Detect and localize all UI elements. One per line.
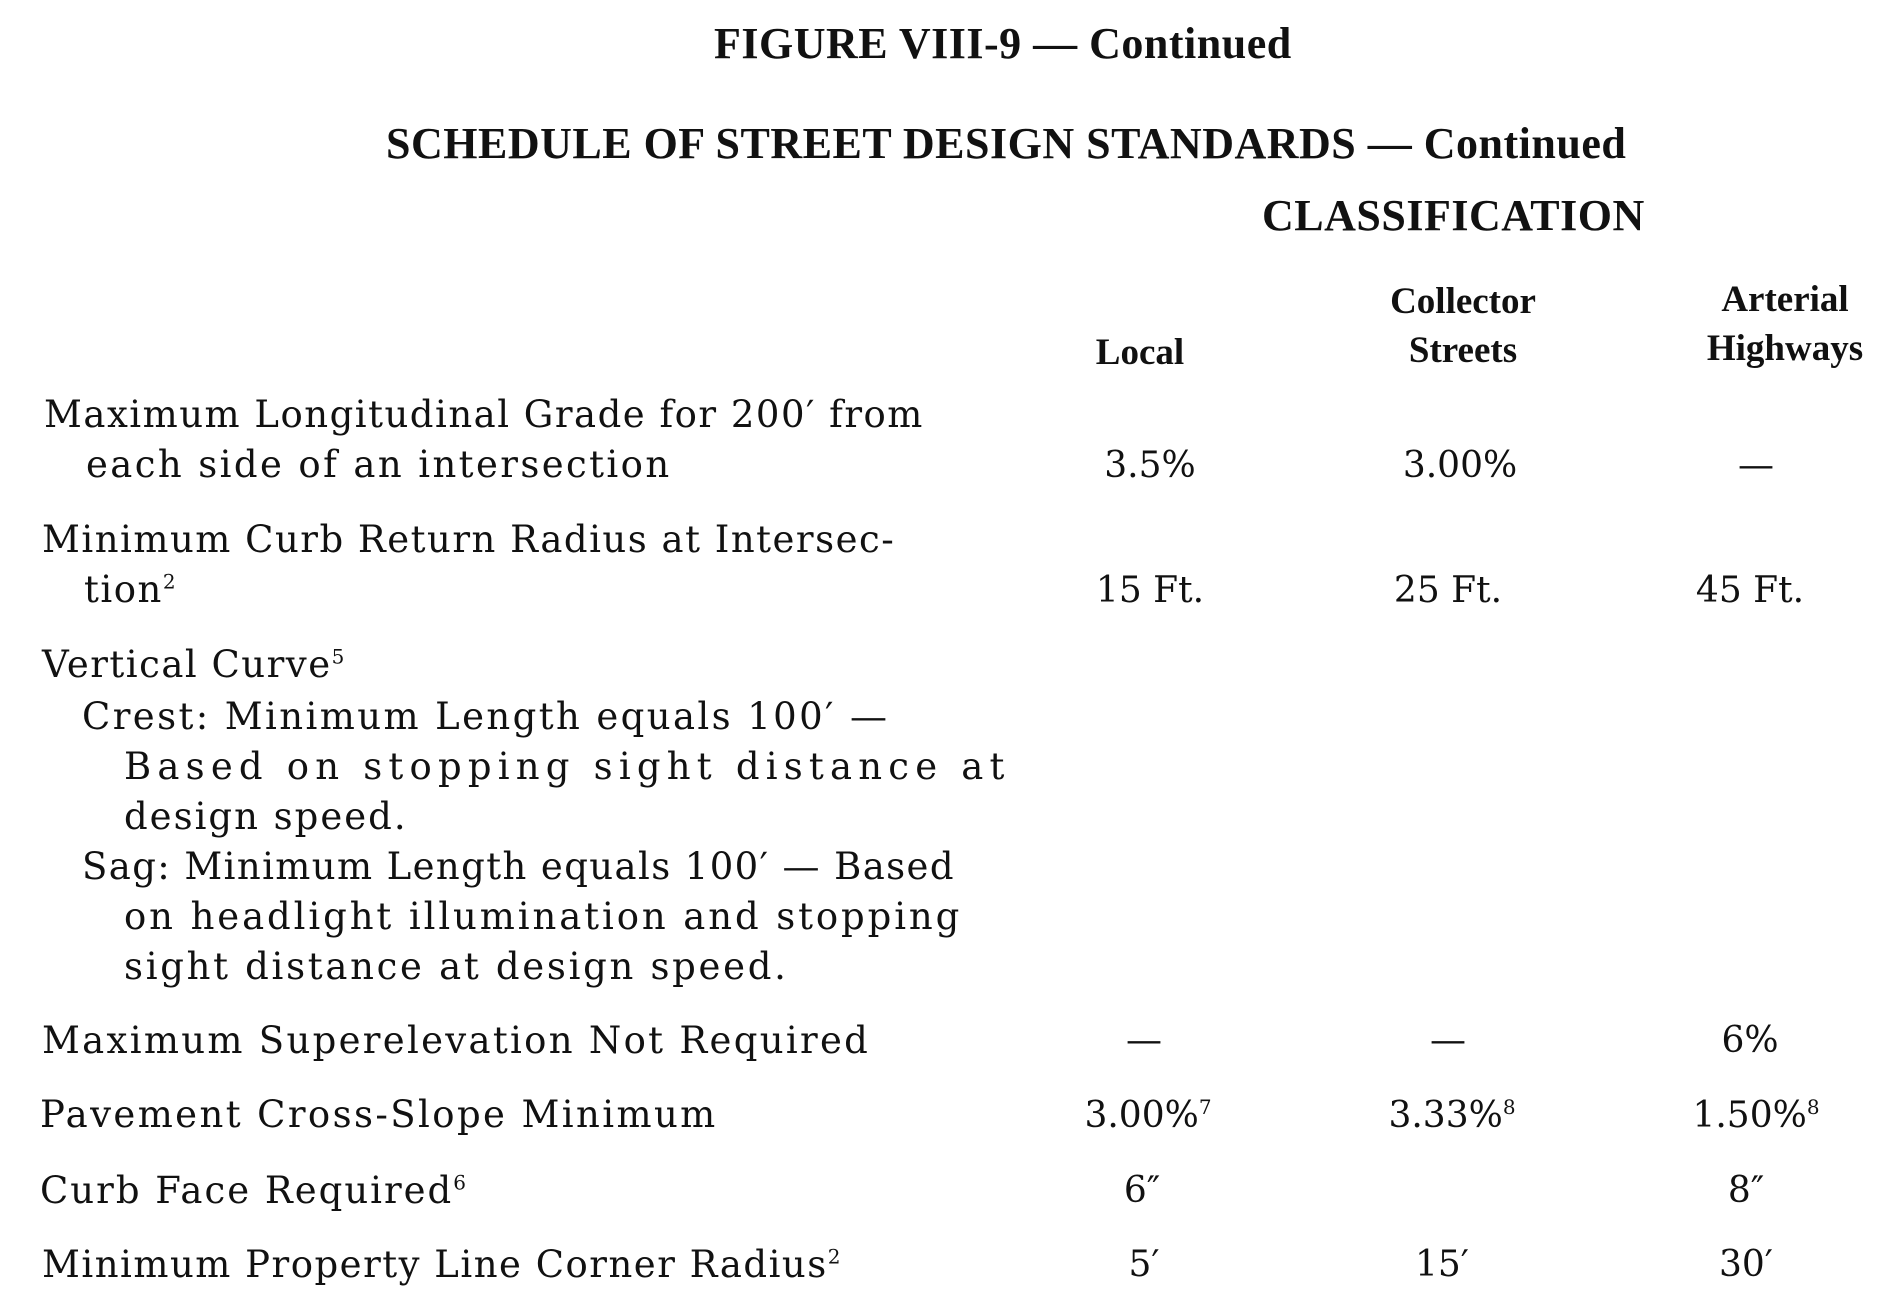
row-curb-return-collector: 25 Ft.	[1393, 570, 1503, 611]
row-vertical-curve-sag-line3: sight distance at design speed.	[124, 945, 789, 988]
column-header-collector-line2: Streets	[1408, 330, 1518, 371]
row-superelevation-arterial: 6%	[1721, 1020, 1779, 1061]
row-cross-slope-arterial	[1626, 1095, 1886, 1136]
row-property-line-local: 5′	[1128, 1244, 1160, 1285]
row-cross-slope-local-text: 3.00%	[1084, 1095, 1199, 1136]
row-curb-return-arterial: 45 Ft.	[1695, 570, 1805, 611]
row-grade-label-line2: each side of an intersection	[86, 443, 672, 486]
row-curb-return-local: 15 Ft.	[1095, 570, 1205, 611]
row-curb-face-arterial: 8″	[1727, 1170, 1765, 1211]
row-cross-slope-collector-text: 3.33%	[1388, 1095, 1503, 1136]
row-vertical-curve-sag-line2: on headlight illumination and stopping	[124, 895, 963, 938]
column-header-collector	[1333, 277, 1593, 375]
column-header-local-text: Local	[1095, 332, 1185, 373]
figure-title: FIGURE VIII-9 — Continued	[714, 19, 1292, 68]
footnote-marker: 8	[1502, 1095, 1516, 1119]
row-curb-return-label-line1: Minimum Curb Return Radius at Intersec-	[42, 518, 896, 561]
row-property-line-arterial: 30′	[1719, 1244, 1773, 1285]
row-property-line-label-text: Minimum Property Line Corner Radius	[42, 1243, 828, 1286]
row-grade-local: 3.5%	[1104, 445, 1196, 486]
row-property-line-label	[42, 1240, 842, 1290]
schedule-title: SCHEDULE OF STREET DESIGN STANDARDS — Continued	[386, 119, 1627, 168]
column-header-arterial-line2: Highways	[1706, 328, 1864, 369]
row-grade-label-line1: Maximum Longitudinal Grade for 200′ from	[44, 393, 924, 436]
row-superelevation-label: Maximum Superelevation Not Required	[42, 1019, 871, 1062]
row-curb-face-label-text: Curb Face Required	[40, 1169, 454, 1212]
row-property-line-collector: 15′	[1415, 1244, 1469, 1285]
footnote-marker: 2	[162, 569, 178, 594]
row-grade-arterial: —	[1738, 445, 1774, 486]
row-vertical-curve-crest-line3: design speed.	[124, 795, 408, 838]
column-header-local	[1010, 328, 1270, 377]
row-superelevation-local: —	[1126, 1020, 1162, 1061]
footnote-marker: 5	[331, 644, 346, 669]
column-header-collector-line1: Collector	[1390, 281, 1536, 322]
column-header-arterial	[1655, 275, 1902, 373]
row-grade-collector: 3.00%	[1402, 445, 1518, 486]
row-vertical-curve-label-text: Vertical Curve	[42, 643, 332, 686]
row-curb-return-label-line2	[84, 565, 177, 615]
row-vertical-curve-sag-line1: Sag: Minimum Length equals 100′ — Based	[82, 845, 955, 888]
row-vertical-curve-crest-line1: Crest: Minimum Length equals 100′ —	[82, 695, 890, 738]
row-curb-face-label	[40, 1166, 468, 1216]
row-curb-face-local: 6″	[1123, 1170, 1161, 1211]
classification-label: CLASSIFICATION	[1262, 191, 1645, 240]
row-superelevation-collector: —	[1430, 1020, 1466, 1061]
footnote-marker: 8	[1806, 1095, 1820, 1119]
row-vertical-curve-crest-line2: Based on stopping sight distance at	[124, 745, 1011, 788]
footnote-marker: 2	[827, 1244, 842, 1269]
footnote-marker: 7	[1198, 1095, 1212, 1119]
row-cross-slope-arterial-text: 1.50%	[1692, 1095, 1807, 1136]
row-cross-slope-local	[1018, 1095, 1278, 1136]
column-header-arterial-line1: Arterial	[1721, 279, 1849, 320]
footnote-marker: 6	[453, 1170, 468, 1195]
row-cross-slope-label: Pavement Cross-Slope Minimum	[40, 1093, 718, 1136]
row-vertical-curve-label	[42, 640, 346, 690]
row-cross-slope-collector	[1322, 1095, 1582, 1136]
row-curb-return-label-text: tion	[84, 568, 163, 611]
